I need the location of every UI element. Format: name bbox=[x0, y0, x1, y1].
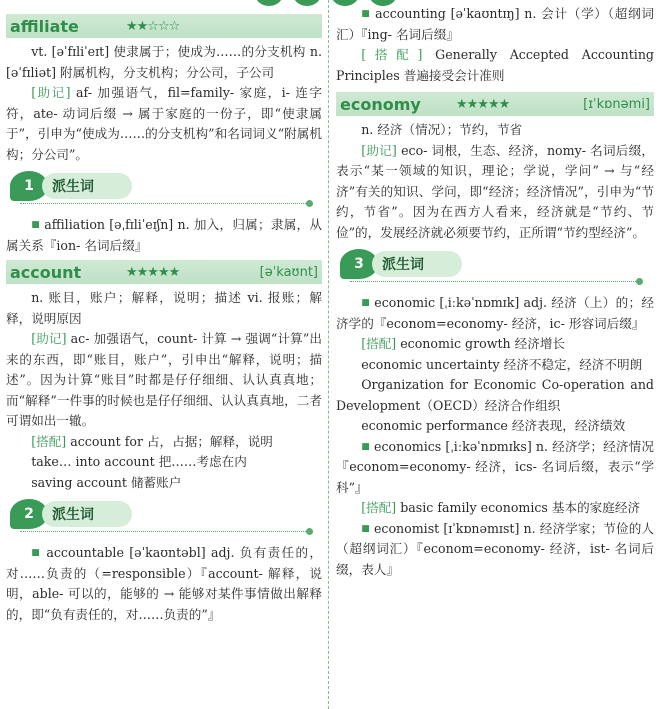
derivatives-heading bbox=[6, 497, 322, 537]
derived-entry: ■ economist [ɪˈkɒnəmɪst] n. 经济学家；节俭的人（超纲词汇）『econom=economy- 经济，ist- 名词后缀，表人』 bbox=[336, 520, 654, 577]
collocation: [搭配] Generally Accepted Accounting Principles 普遍接受会计准则 bbox=[336, 47, 654, 83]
derived-entry: ■ economic [ˌiːkəˈnɒmɪk] adj. 经济（上）的；经济学的『econom=economy- 经济，ic- 形容词后缀』 bbox=[336, 295, 655, 331]
right-column bbox=[336, 6, 655, 580]
derived-entry: ■ economics [ˌiːkəˈnɒmɪks] n. 经济学；经济情况『econom=economy- 经济，ics- 名词后缀，表示“学科”』 bbox=[336, 438, 654, 495]
entry-header-account bbox=[6, 260, 322, 284]
square-bullet-icon: ■ bbox=[361, 9, 371, 19]
square-bullet-icon: ■ bbox=[31, 548, 42, 558]
section-badge-icon: 3 bbox=[340, 249, 378, 279]
derived-entry: ■ accounting [əˈkaʊntɪŋ] n. 会计（学）（超纲词汇）『ing- 名词后缀』 bbox=[336, 6, 654, 42]
mnemonic: [助记] eco- 词根，生态、经济，nomy- 名词后缀，表示“某一领域的知识，理论；学说，学问” → 与“经济”有关的知识、学问，即“经济；经济情况”，引申为“节约，节省”。因为在西方人看来，经济就是“节约、节俭”的，发展经济就必须要节约，正所谓“节约型经济”。 bbox=[336, 142, 655, 240]
collocation: [搭配] economic growth 经济增长 bbox=[361, 336, 566, 351]
square-bullet-icon: ■ bbox=[361, 523, 370, 534]
section-label: 派生词 bbox=[42, 173, 132, 199]
collocation: saving account 储蓄账户 bbox=[31, 474, 182, 490]
mnemonic: [助记] af- 加强语气，fil=family- 家庭，i- 连字符，ate- 动词后缀 → 属于家庭的一份子，即“使隶属于”，引申为“使成为……的分支机构”和名词词义“附属机构；分公司”。 bbox=[6, 85, 322, 162]
collocation: economic performance 经济表现，经济绩效 bbox=[361, 418, 626, 433]
derived-entry: ■ accountable [əˈkaʊntəbl] adj. 负有责任的，对……负责的（=responsible）『account- 解释，说明，able- 可以的，能够的 → 能够对某件事情做出解释的，即“负有责任的，对……负责的”』 bbox=[6, 545, 322, 622]
section-badge-icon: 2 bbox=[10, 499, 48, 529]
collocation: [搭配] account for 占，占据；解释，说明 bbox=[31, 433, 273, 449]
derivatives-heading bbox=[336, 247, 654, 287]
collocation: Organization for Economic Co-operation and Development（OECD）经济合作组织 bbox=[336, 377, 654, 413]
entry-header-economy bbox=[336, 92, 654, 116]
derived-entry: ■ affiliation [əˌfɪliˈeɪʃn] n. 加入，归属；隶属，从属关系『ion- 名词后缀』 bbox=[6, 217, 322, 253]
headword: economy bbox=[340, 94, 421, 114]
frequency-stars: ★★★★★ bbox=[126, 264, 180, 280]
definition: vt. [əˈfɪliˈeɪt] 使隶属于；使成为……的分支机构 n. [əˈfɪliət] 附属机构，分支机构；分公司，子公司 bbox=[6, 44, 322, 80]
mnemonic: [助记] ac- 加强语气，count- 计算 → 强调“计算”出来的东西，即“账目，账户”，引申出“解释，说明；描述”。因为计算“账目”时都是仔仔细细、认认真真地；而“解释”一件事的时候也是仔仔细细、认认真真地，二者可谓如出一辙。 bbox=[6, 331, 322, 428]
phonetic: [ɪˈkɒnəmi] bbox=[583, 96, 650, 112]
section-label: 派生词 bbox=[42, 501, 132, 527]
square-bullet-icon: ■ bbox=[361, 441, 370, 452]
left-column bbox=[6, 14, 322, 625]
phonetic: [əˈkaʊnt] bbox=[259, 264, 318, 280]
collocation: [搭配] basic family economics 基本的家庭经济 bbox=[361, 500, 641, 515]
frequency-stars: ★★☆☆☆ bbox=[126, 18, 180, 34]
square-bullet-icon: ■ bbox=[361, 298, 370, 308]
definition: n. 经济（情况）；节约，节省 bbox=[361, 122, 523, 137]
column-divider bbox=[328, 0, 329, 709]
collocation: take… into account 把……考虑在内 bbox=[31, 454, 247, 469]
collocation: economic uncertainty 经济不稳定，经济不明朗 bbox=[361, 356, 643, 372]
section-badge-icon: 1 bbox=[10, 171, 48, 201]
headword: affiliate bbox=[10, 16, 79, 36]
definition: n. 账目，账户；解释，说明；描述 vi. 报账；解释，说明原因 bbox=[6, 290, 322, 326]
frequency-stars: ★★★★★ bbox=[456, 96, 510, 112]
section-label: 派生词 bbox=[372, 251, 462, 277]
square-bullet-icon: ■ bbox=[31, 220, 40, 230]
entry-header-affiliate bbox=[6, 14, 322, 38]
derivatives-heading bbox=[6, 169, 322, 209]
headword: account bbox=[10, 262, 82, 282]
